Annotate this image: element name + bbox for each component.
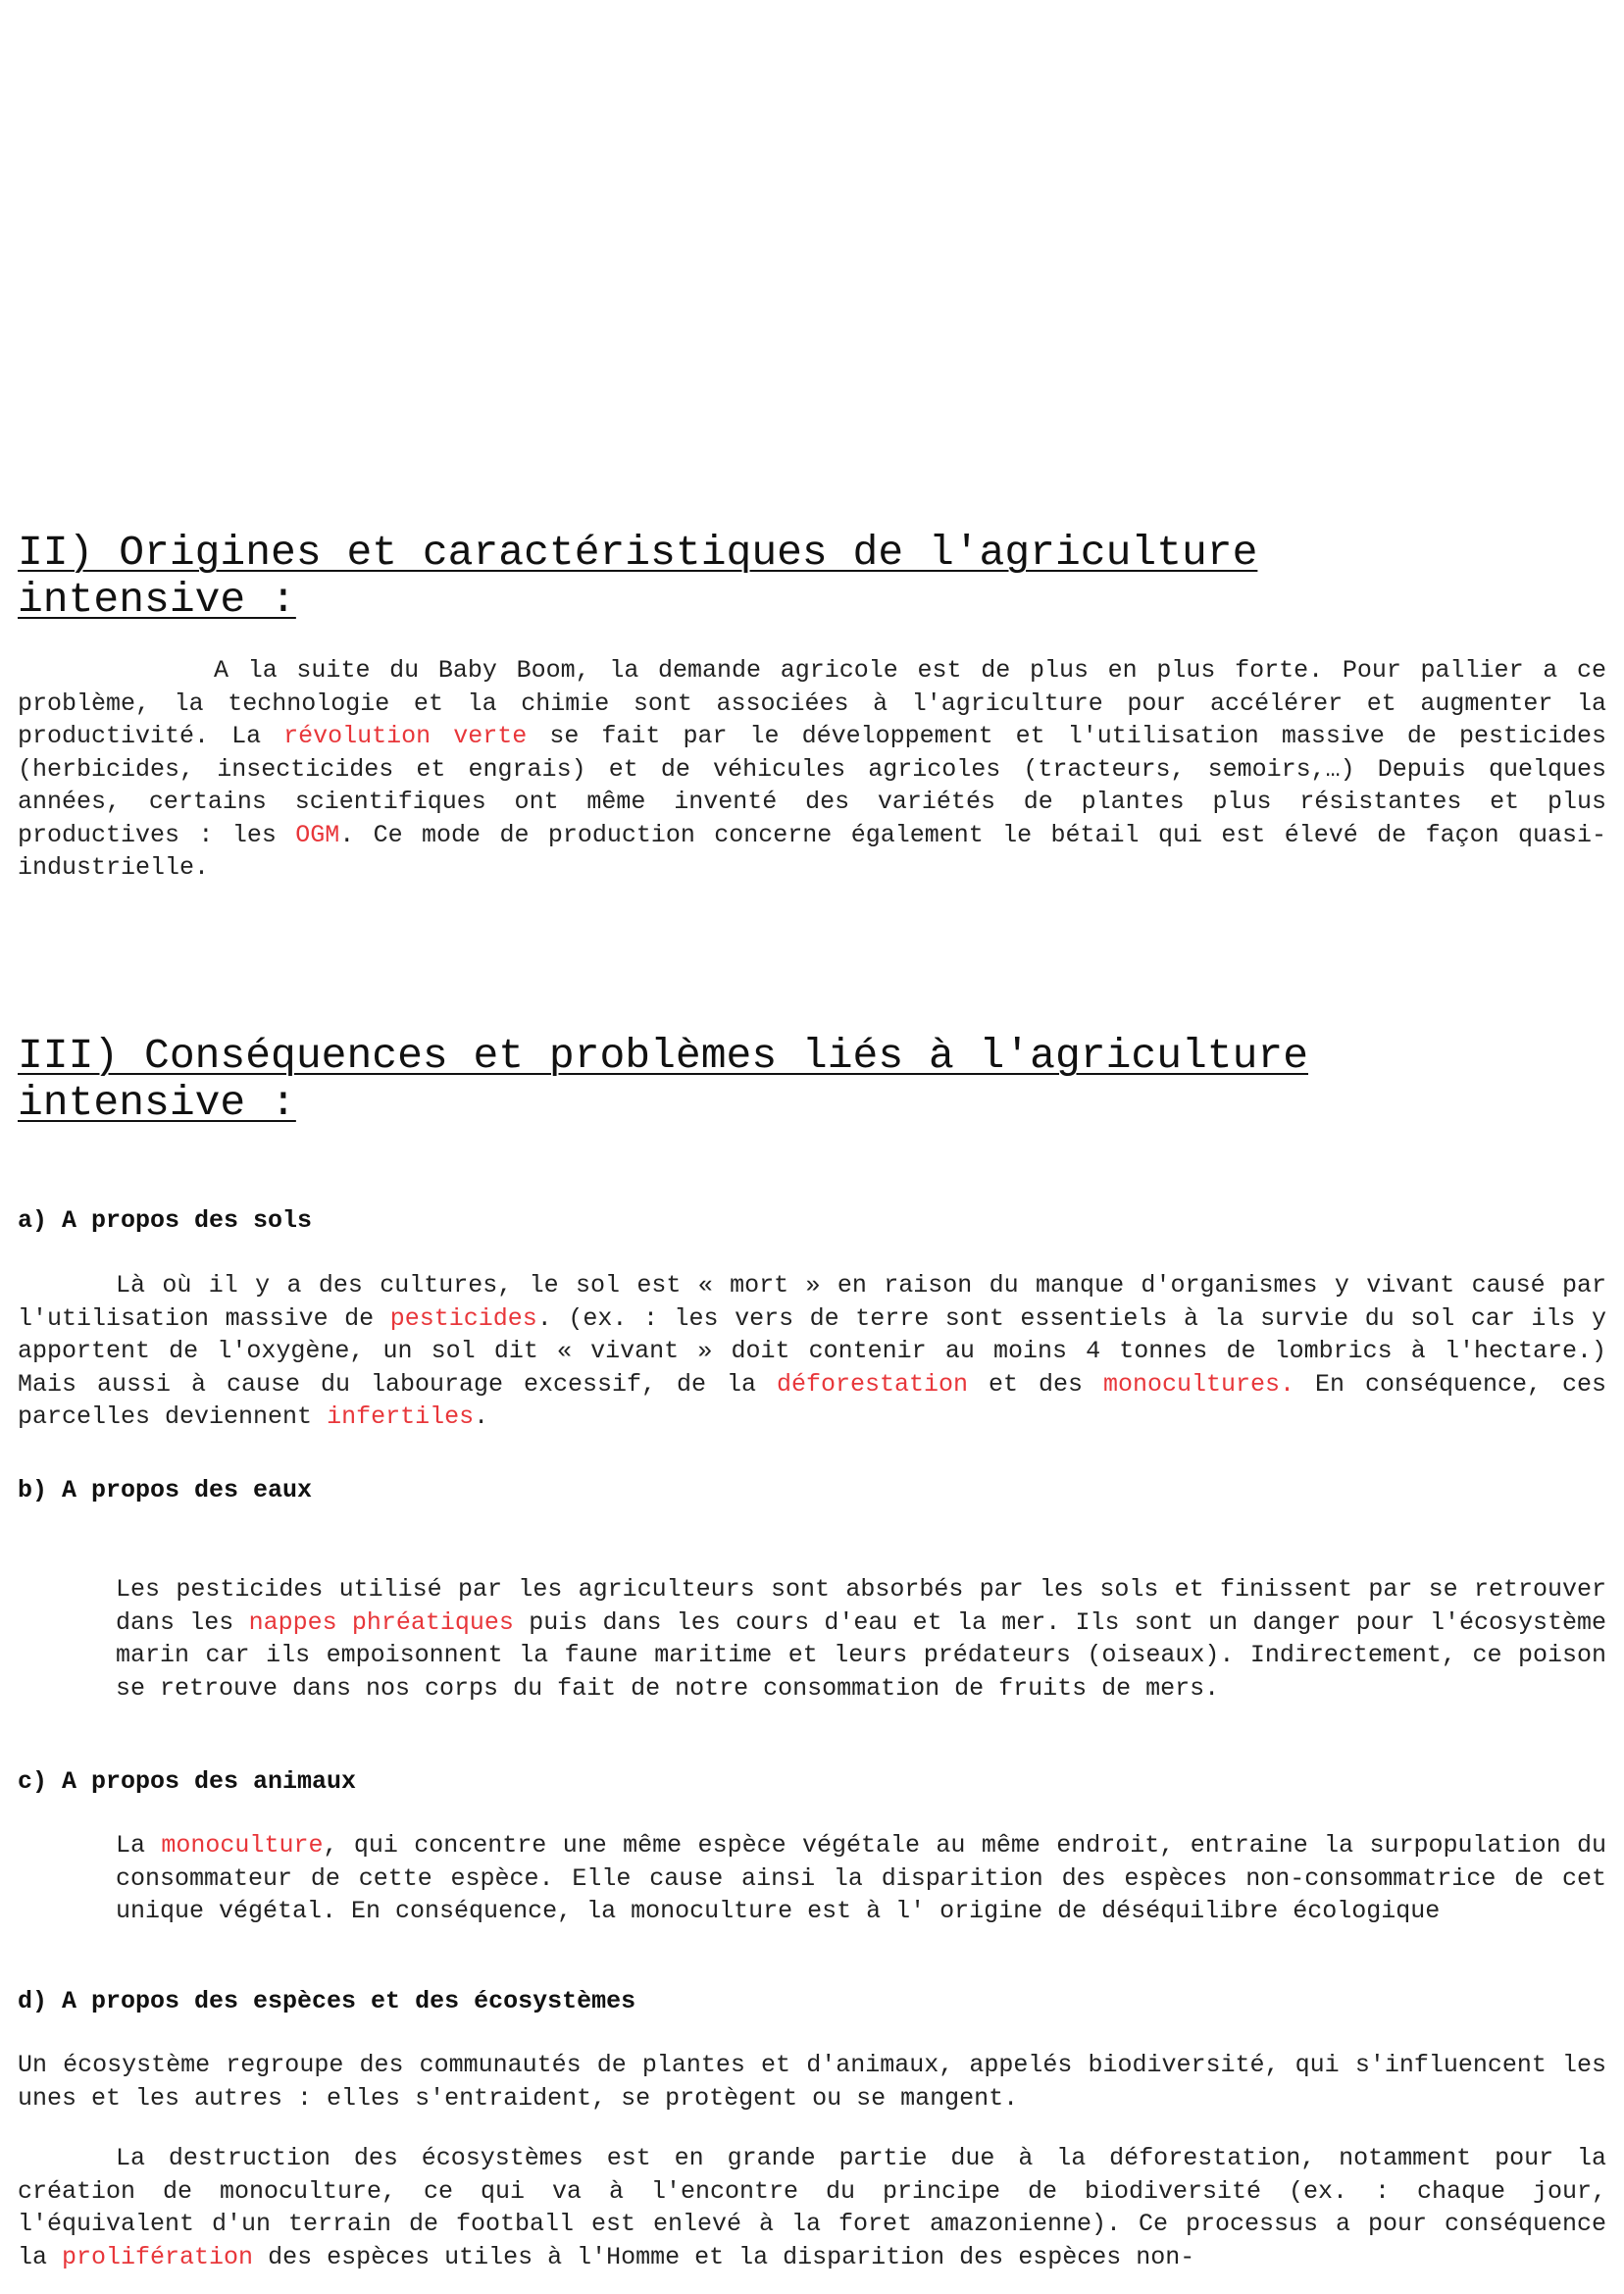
highlight-monocultures: monocultures. xyxy=(1102,1369,1294,1399)
subsection-title-animaux: c) A propos des animaux xyxy=(18,1767,357,1796)
paragraph-especes-intro: Un écosystème regroupe des communautés de plantes et d'animaux, appelés biodiversité, qui s'influencent les unes et les autres : elles s'entraident, se protègent ou se mangent. xyxy=(18,2051,1606,2113)
paragraph-origines xyxy=(18,654,1606,885)
highlight-nappes-phreatiques: nappes phréatiques xyxy=(248,1607,514,1637)
text-run: La destruction des écosystèmes est en grande partie due à la déforestation, notamment pour la création de monoculture, ce qui va à l'encontre du principe de biodiversité (ex. : chaque jour, l'équivalent d'un terrain de football est enlevé à la foret amazonienne). Ce processus a pour conséquence la xyxy=(18,2144,1606,2271)
paragraph-animaux xyxy=(116,1829,1606,1928)
text-run: Les pesticides utilisé par les agriculteurs sont absorbés par les sols et finissent par se retrouver dans les xyxy=(116,1575,1606,1637)
section-heading-origines: II) Origines et caractéristiques de l'agriculture intensive : xyxy=(18,529,1258,624)
text-run: . Ce mode de production concerne également le bétail qui est élevé de façon quasi-industrielle. xyxy=(18,820,1606,882)
text-run: puis dans les cours d'eau et la mer. Ils sont un danger pour l'écosystème marin car ils empoisonnent la faune maritime et leurs prédateurs (oiseaux). Indirectement, ce poison se retrouve dans nos corps du fait de notre consommation de fruits de mers. xyxy=(116,1607,1607,1703)
text-run: . (ex. : les vers de terre sont essentiels à la survie du sol car ils y apportent de l'oxygène, un sol dit « vivant » doit contenir au moins 4 tonnes de lombrics à l'hectare.) Mais aussi à cause du labourage excessif, de la xyxy=(18,1303,1606,1399)
highlight-pesticides: pesticides xyxy=(389,1303,537,1333)
text-run: A la suite du Baby Boom, la demande agricole est de plus en plus forte. Pour pallier a ce problème, la technologie et la chimie sont associées à l'agriculture pour accélérer et augmenter la productivité. La xyxy=(18,656,1606,750)
highlight-infertiles: infertiles xyxy=(327,1402,475,1431)
highlight-revolution-verte: révolution verte xyxy=(283,722,528,750)
text-run: et des xyxy=(967,1369,1103,1399)
subsection-title-sols: a) A propos des sols xyxy=(18,1206,313,1235)
text-run: Là où il y a des cultures, le sol est « mort » en raison du manque d'organismes y vivant causé par l'utilisation massive de xyxy=(18,1271,1606,1333)
text-run: En conséquence, ces parcelles deviennent xyxy=(18,1369,1606,1431)
highlight-deforestation: déforestation xyxy=(776,1369,968,1399)
paragraph-eaux xyxy=(116,1573,1606,1705)
highlight-ogm: OGM xyxy=(295,820,340,849)
paragraph-especes-destruction xyxy=(18,2142,1606,2273)
subsection-title-eaux: b) A propos des eaux xyxy=(18,1476,313,1504)
text-run: . xyxy=(474,1402,489,1431)
subsection-title-especes: d) A propos des espèces et des écosystèmes xyxy=(18,1987,636,2015)
text-run: se fait par le développement et l'utilisation massive de pesticides (herbicides, insecticides et engrais) et de véhicules agricoles (tracteurs, semoirs,…) Depuis quelques années, certains scientifiques ont même inventé des variétés de plantes plus résistantes et plus productives : les xyxy=(18,722,1606,849)
highlight-monoculture: monoculture xyxy=(161,1831,324,1860)
section-heading-consequences: III) Conséquences et problèmes liés à l'agriculture intensive : xyxy=(18,1032,1309,1127)
highlight-proliferation: prolifération xyxy=(62,2242,254,2271)
text-run: des espèces utiles à l'Homme et la disparition des espèces non- xyxy=(253,2242,1195,2271)
text-run: La xyxy=(116,1831,162,1860)
text-run: , qui concentre une même espèce végétale au même endroit, entraine la surpopulation du consommateur de cette espèce. Elle cause ainsi la disparition des espèces non-consommatrice de cet unique végétal. En conséquence, la monoculture est à l' origine de déséquilibre écologique xyxy=(116,1831,1606,1925)
paragraph-sols xyxy=(18,1269,1606,1434)
